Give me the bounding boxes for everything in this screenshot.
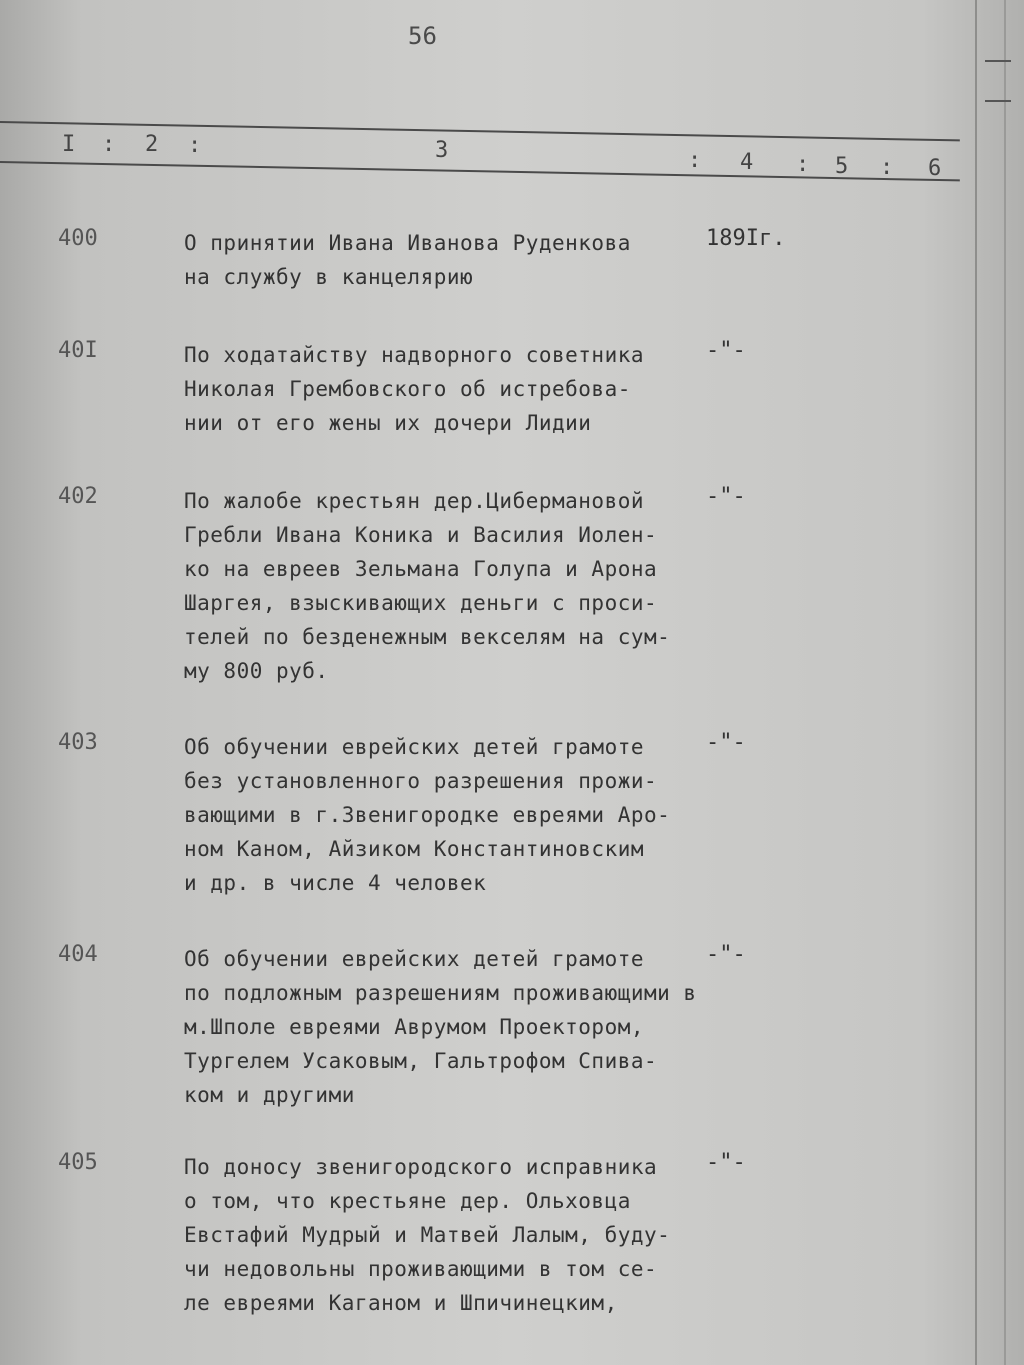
column-separator: : bbox=[688, 148, 702, 173]
entry-date: -"- bbox=[706, 338, 746, 363]
entry-number: 403 bbox=[58, 730, 98, 755]
entry-title: По жалобе крестьян дер.Цибермановой Гребли Ивана Коника и Василия Иолен- ко на евреев Зельмана Голупа и Арона Шаргея, взыскивающих деньги с проси- телей по безденежным векселям на сум- му 800 руб. bbox=[184, 489, 671, 683]
entry-title: О принятии Ивана Иванова Руденкова на службу в канцелярию bbox=[184, 231, 631, 289]
entry-title: По доносу звенигородского исправника о том, что крестьяне дер. Ольховца Евстафий Мудрый и Матвей Лалым, буду- чи недовольны проживающими в том се- ле евреями Каганом и Шпичинецким, bbox=[184, 1155, 671, 1315]
entry-number: 405 bbox=[58, 1150, 98, 1175]
entry-date: 189Iг. bbox=[706, 226, 786, 251]
entry-date: -"- bbox=[706, 484, 746, 509]
entry-date: -"- bbox=[706, 942, 746, 967]
column-separator: : bbox=[796, 152, 810, 177]
binding-mark bbox=[985, 60, 1011, 62]
header-rule-top bbox=[0, 121, 960, 141]
column-header-5: 5 bbox=[835, 154, 849, 179]
column-header-4: 4 bbox=[740, 150, 754, 175]
column-header-1: I bbox=[62, 132, 76, 157]
page-number: 56 bbox=[408, 22, 437, 50]
binding-edge bbox=[1004, 0, 1006, 1365]
entry-date: -"- bbox=[706, 730, 746, 755]
entry-number: 400 bbox=[58, 226, 98, 251]
column-separator: : bbox=[188, 133, 202, 158]
entry-date: -"- bbox=[706, 1150, 746, 1175]
entry-title: Об обучении еврейских детей грамоте без установленного разрешения прожи- вающими в г.Звенигородке евреями Аро- ном Каном, Айзиком Константиновским и др. в числе 4 человек bbox=[184, 735, 671, 895]
entry-number: 402 bbox=[58, 484, 98, 509]
column-separator: : bbox=[880, 155, 894, 180]
entry-title: По ходатайству надворного советника Николая Грембовского об истребова- нии от его жены их дочери Лидии bbox=[184, 343, 645, 435]
column-separator: : bbox=[102, 132, 116, 157]
header-rule-bottom bbox=[0, 161, 960, 181]
column-header-3: 3 bbox=[435, 138, 449, 163]
binding-mark bbox=[985, 100, 1011, 102]
binding-edge bbox=[975, 0, 977, 1365]
entry-number: 404 bbox=[58, 942, 98, 967]
column-header-2: 2 bbox=[145, 132, 159, 157]
column-header-6: 6 bbox=[928, 156, 942, 181]
entry-number: 40I bbox=[58, 338, 98, 363]
entry-title: Об обучении еврейских детей грамоте по подложным разрешениям проживающими в м.Шполе евреями Аврумом Проектором, Тургелем Усаковым, Гальтрофом Спива- ком и другими bbox=[184, 947, 697, 1107]
